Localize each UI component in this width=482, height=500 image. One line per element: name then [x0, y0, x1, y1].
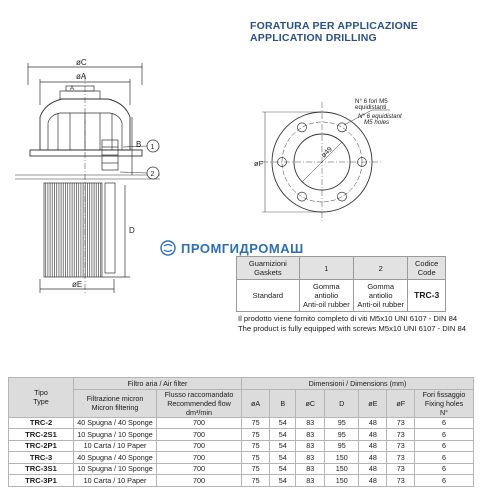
gaskets-header: Guarnizioni Gaskets — [237, 257, 300, 280]
brand-logo-icon — [160, 240, 176, 256]
cell-flow: 700 — [157, 452, 242, 464]
table-row — [9, 440, 474, 452]
cell-b: 54 — [270, 452, 296, 464]
cell-filter: 40 Spugna / 40 Sponge — [74, 417, 157, 429]
filter-group-header: Filtro aria / Air filter — [74, 378, 242, 390]
cell-a: 75 — [242, 475, 270, 487]
callout-1-label: 1 — [150, 144, 155, 151]
dim-49-label: ø49 — [320, 145, 334, 160]
cell-d: 150 — [325, 475, 359, 487]
holes-note-italian: N° 6 fori M5 — [355, 98, 388, 105]
detail-a-label: A — [70, 86, 75, 92]
gaskets-row-label: Standard — [237, 280, 300, 312]
cell-filter: 10 Spugna / 10 Sponge — [74, 429, 157, 441]
gasket-col-1: 1 — [299, 257, 353, 280]
cell-flow: 700 — [157, 440, 242, 452]
gasket-2-material: Gomma antiolio Anti-oil rubber — [354, 280, 408, 312]
cell-holes: 6 — [415, 429, 474, 441]
callout-2-label: 2 — [150, 171, 155, 178]
cell-e: 48 — [359, 440, 387, 452]
table-row — [9, 475, 474, 487]
cell-type: TRC-2P1 — [9, 440, 74, 452]
table-row — [9, 463, 474, 475]
dim-d-label: D — [129, 226, 135, 235]
cell-c: 83 — [296, 463, 325, 475]
code-header: Codice Code — [408, 257, 446, 280]
cell-filter: 10 Carta / 10 Paper — [74, 475, 157, 487]
cell-d: 95 — [325, 440, 359, 452]
cell-c: 83 — [296, 452, 325, 464]
col-f-header: øF — [387, 389, 415, 417]
cell-f: 73 — [387, 440, 415, 452]
gaskets-table — [236, 256, 446, 312]
cell-type: TRC-2S1 — [9, 429, 74, 441]
cell-type: TRC-3S1 — [9, 463, 74, 475]
table-row — [9, 417, 474, 429]
cell-a: 75 — [242, 429, 270, 441]
cell-c: 83 — [296, 429, 325, 441]
dim-c-label: øC — [76, 58, 87, 67]
cell-b: 54 — [270, 429, 296, 441]
cell-a: 75 — [242, 452, 270, 464]
cell-flow: 700 — [157, 429, 242, 441]
type-header: Tipo Type — [9, 378, 74, 418]
cell-b: 54 — [270, 463, 296, 475]
holes-note-english: N° 6 equidistant — [358, 113, 402, 120]
col-c-header: øC — [296, 389, 325, 417]
dim-b-label: B — [136, 140, 142, 149]
table-row — [9, 452, 474, 464]
cell-b: 54 — [270, 475, 296, 487]
dim-e-label: øE — [72, 280, 83, 289]
filter-element-hatch — [44, 183, 102, 277]
cell-e: 48 — [359, 452, 387, 464]
cell-f: 73 — [387, 475, 415, 487]
note-italian: Il prodotto viene fornito completo di viti M5x10 UNI 6107 - DIN 84 — [238, 314, 458, 323]
cell-e: 48 — [359, 429, 387, 441]
cell-d: 95 — [325, 417, 359, 429]
cell-holes: 6 — [415, 417, 474, 429]
cell-holes: 6 — [415, 463, 474, 475]
cell-filter: 10 Carta / 10 Paper — [74, 440, 157, 452]
cell-f: 73 — [387, 452, 415, 464]
holes-note-italian-2: equidistanti — [355, 104, 387, 111]
cell-d: 95 — [325, 429, 359, 441]
gasket-code: TRC-3 — [408, 280, 446, 312]
cell-flow: 700 — [157, 463, 242, 475]
table-row — [9, 429, 474, 441]
product-table — [8, 377, 474, 487]
cell-e: 48 — [359, 463, 387, 475]
holes-header: Fori fissaggio Fixing holes N° — [415, 389, 474, 417]
cell-c: 83 — [296, 475, 325, 487]
cell-type: TRC-2 — [9, 417, 74, 429]
col-e-header: øE — [359, 389, 387, 417]
cell-f: 73 — [387, 429, 415, 441]
holes-note-english-2: M5 holes — [364, 119, 390, 126]
cell-c: 83 — [296, 417, 325, 429]
cell-filter: 10 Spugna / 10 Sponge — [74, 463, 157, 475]
cell-f: 73 — [387, 417, 415, 429]
cell-type: TRC-3P1 — [9, 475, 74, 487]
cell-b: 54 — [270, 417, 296, 429]
cell-filter: 40 Spugna / 40 Sponge — [74, 452, 157, 464]
brand-watermark — [160, 240, 304, 256]
cell-a: 75 — [242, 417, 270, 429]
cell-f: 73 — [387, 463, 415, 475]
cell-flow: 700 — [157, 417, 242, 429]
cell-e: 48 — [359, 475, 387, 487]
cell-e: 48 — [359, 417, 387, 429]
cell-d: 150 — [325, 452, 359, 464]
cell-holes: 6 — [415, 440, 474, 452]
cell-b: 54 — [270, 440, 296, 452]
cell-a: 75 — [242, 440, 270, 452]
gasket-col-2: 2 — [354, 257, 408, 280]
cell-flow: 700 — [157, 475, 242, 487]
cell-holes: 6 — [415, 452, 474, 464]
col-a-header: øA — [242, 389, 270, 417]
dimensions-group-header: Dimensioni / Dimensions (mm) — [242, 378, 474, 390]
cell-d: 150 — [325, 463, 359, 475]
title-italian: FORATURA PER APPLICAZIONE — [250, 20, 418, 32]
filter-side-drawing — [10, 55, 190, 300]
cell-type: TRC-3 — [9, 452, 74, 464]
cell-c: 83 — [296, 440, 325, 452]
dim-f-label: øF — [254, 159, 264, 168]
col-d-header: D — [325, 389, 359, 417]
col-b-header: B — [270, 389, 296, 417]
drilling-pattern-drawing — [240, 90, 420, 230]
cell-holes: 6 — [415, 475, 474, 487]
gasket-1-material: Gomma antiolio Anti-oil rubber — [299, 280, 353, 312]
dim-a-label: øA — [76, 72, 87, 81]
note-english: The product is fully equipped with screws M5x10 UNI 6107 - DIN 84 — [238, 324, 466, 333]
flow-header: Flusso raccomandato Recommended flow dm³/min — [157, 389, 242, 417]
cell-a: 75 — [242, 463, 270, 475]
title-english: APPLICATION DRILLING — [250, 32, 377, 44]
filtration-header: Filtrazione micron Micron filtering — [74, 389, 157, 417]
brand-name: ПРОМГИДРОМАШ — [181, 240, 304, 256]
